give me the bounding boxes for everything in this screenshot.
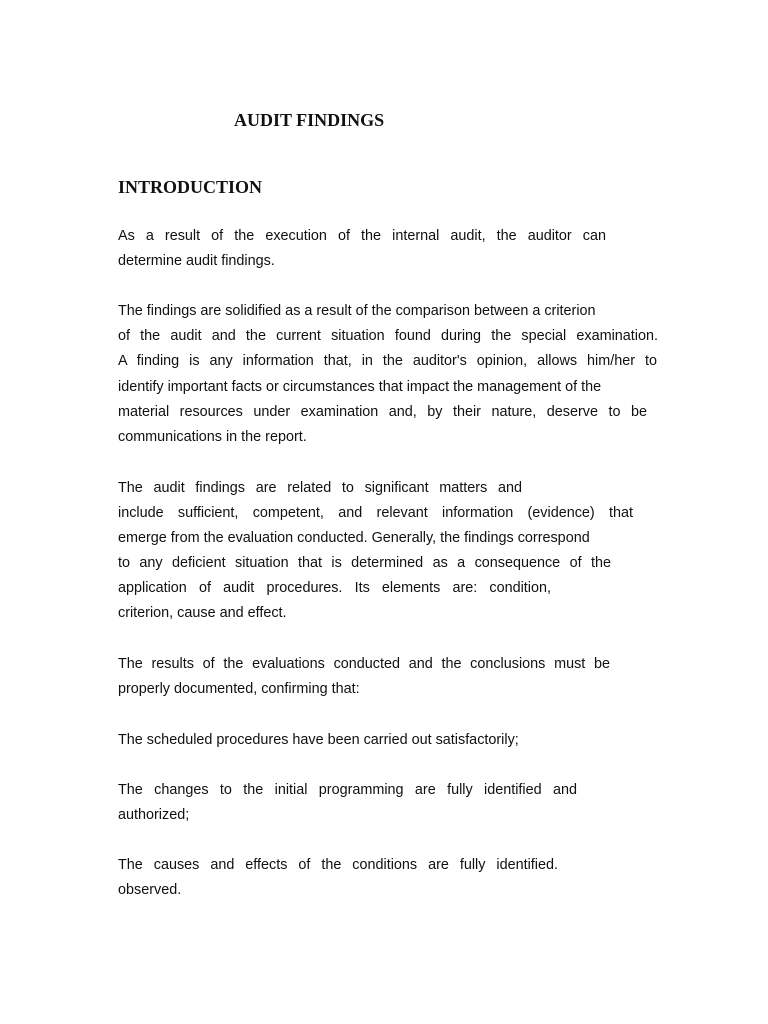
text-line: determine audit findings.	[118, 253, 275, 269]
section-heading: INTRODUCTION	[118, 177, 263, 197]
text-line: of the audit and the current situation found during the special examination.	[118, 328, 658, 344]
document-title: AUDIT FINDINGS	[234, 110, 385, 130]
text-line: The findings are solidified as a result of the comparison between a criterion	[118, 303, 596, 319]
text-line: to any deficient situation that is determined as a consequence of the	[118, 555, 611, 571]
text-line: identify important facts or circumstances that impact the management of the	[118, 379, 602, 395]
text-line: The audit findings are related to significant matters and	[118, 480, 522, 496]
text-line: criterion, cause and effect.	[118, 605, 287, 621]
text-line: As a result of the execution of the internal audit, the auditor can	[118, 228, 606, 244]
text-line: material resources under examination and, by their nature, deserve to be	[118, 404, 647, 420]
text-line: properly documented, confirming that:	[118, 681, 360, 697]
text-line: application of audit procedures. Its elements are: condition,	[118, 580, 551, 596]
text-line: authorized;	[118, 807, 190, 823]
text-line: The changes to the initial programming are fully identified and	[118, 782, 577, 798]
text-line: The causes and effects of the conditions are fully identified.	[118, 857, 558, 873]
text-line: include sufficient, competent, and relevant information (evidence) that	[118, 505, 633, 521]
text-line: communications in the report.	[118, 429, 307, 445]
text-line: observed.	[118, 882, 182, 898]
text-line: The results of the evaluations conducted and the conclusions must be	[118, 656, 610, 672]
text-line: The scheduled procedures have been carried out satisfactorily;	[118, 732, 519, 748]
text-line: emerge from the evaluation conducted. Generally, the findings correspond	[118, 530, 590, 546]
text-line: A finding is any information that, in the auditor's opinion, allows him/her to	[118, 353, 657, 369]
